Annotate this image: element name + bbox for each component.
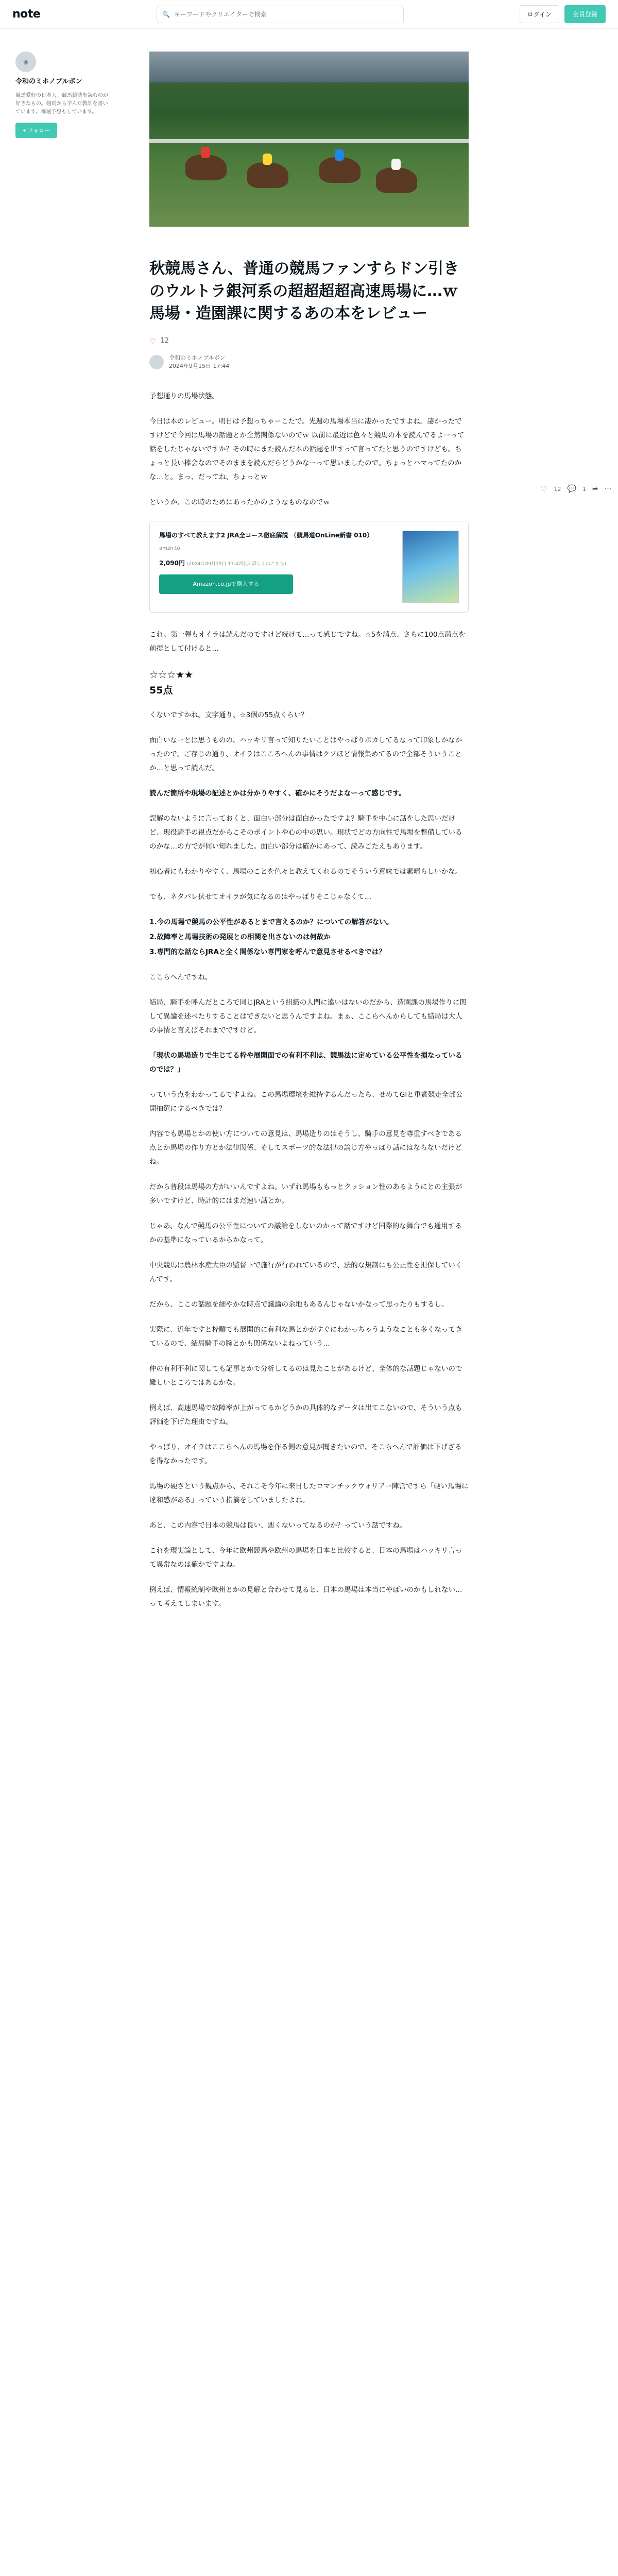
paragraph: 3.専門的な話ならJRAと全く関係ない専門家を呼んで意見させるべきでは？	[149, 948, 386, 957]
horse-shape	[376, 167, 417, 193]
article	[149, 52, 474, 1622]
heart-icon[interactable]: ♡	[149, 336, 157, 346]
comment-count: 1	[582, 485, 586, 493]
creator-avatar[interactable]: ◉	[15, 52, 36, 72]
paragraph: じゃあ、なんで競馬の公平性についての議論をしないのかって話ですけど国際的な舞台でも通用するかの基準になっているからかなって。	[149, 1222, 462, 1245]
paragraph: 馬場の硬さという観点から、それこそ今年に来日したロマンチックウォリアー陣営ですら「硬い馬場に違和感がある」っていう指摘をしていましたよね。	[149, 1482, 469, 1505]
paragraph: これを現実論として、今年に欧州競馬や欧州の馬場を日本と比較すると、日本の馬場はハッキリ言って異常なのは確かですよね。	[149, 1547, 462, 1569]
paragraph: 1.今の馬場で競馬の公平性があるとまで言えるのか？についての解答がない。	[149, 918, 393, 927]
product-image[interactable]	[402, 531, 459, 603]
paragraph: ここらへんですね。	[149, 973, 212, 982]
note-logo[interactable]: note	[12, 8, 41, 21]
rail-shape	[149, 139, 469, 143]
paragraph: っていう点をわかってるですよね。この馬場環境を維持するんだったら、せめてGIと重賞競走全部公開抽選にするべきでは？	[149, 1091, 463, 1113]
paragraph: だから、ここの話題を細やかな時点で議論の余地もあるんじゃないかなって思ったりもするし。	[149, 1300, 449, 1309]
jockey-shape	[263, 154, 272, 165]
hero-image	[149, 52, 469, 227]
paragraph: 中央競馬は農林水産大臣の監督下で施行が行われているので、法的な規制にも公正性を担保していくんです。	[149, 1261, 462, 1284]
paragraph: 今日は本のレビュー。明日は予想っちゃーこたで。先週の馬場本当に凄かったですよね。凄かったですけどで今回は馬場の話題とか全然関係ないのでｗ 以前に最近は色々と競馬の本を読んでるよーって話をしたじゃないですか？その時にまた読んだ本の話題を出すって言ってたと思うのですけども。ちょっと長い棒会なのでそのままを読んだらどうかなーって思いましたので。ちょっとハマってたのかな…と。まっ、だってね、ちょっとｗ	[149, 417, 465, 481]
share-icon[interactable]: ➦	[592, 485, 598, 493]
jockey-shape	[201, 147, 210, 158]
horse-shape	[319, 157, 360, 183]
publish-date: 2024年9月15日 17:44	[169, 363, 230, 369]
paragraph: でも、ネタバレ伏せてオイラが気になるのはやっぱりそこじゃなくて…	[149, 893, 372, 902]
jockey-shape	[335, 149, 344, 161]
paragraph: 例えば、情報統制や欧州とかの見解と合わせて見ると、日本の馬場は本当にやばいのかもしれない…って考えてしまいます。	[149, 1586, 462, 1608]
horse-shape	[185, 155, 227, 180]
creator-bio: 競馬愛好の日本人。競馬雑誌を読むのが好きなもの。競馬から学んだ教訓を書いています。毎週予想もしています。	[15, 93, 108, 115]
paragraph: 2.故障率と馬場技術の発展との相関を出さないのは何故か	[149, 933, 331, 942]
paragraph: 予想通りの馬場状態。	[149, 392, 219, 400]
horse-shape	[247, 162, 288, 188]
paragraph: 実際に、近年ですと枠順でも展開的に有利な馬とかがすぐにわかっちゃうようなことも多くなってきているので、結局騎手の腕とかも関係ないよねっていう…	[149, 1326, 462, 1348]
search-box[interactable]	[157, 6, 404, 23]
paragraph: 例えば、高速馬場で故障率が上がってるかどうかの具体的なデータは出てこないので、そういう点も評価を下げた理由ですね。	[149, 1404, 462, 1427]
global-header	[0, 0, 618, 29]
product-title[interactable]: 馬場のすべて教えます2 JRA全コース徹底解説 （競馬道OnLine新書 010）	[159, 531, 373, 539]
paragraph: あと、この内容で日本の競馬は良い、悪くないってなるのか？っていう話ですね。	[149, 1521, 407, 1530]
rating: ☆☆☆★★ 55点	[149, 669, 194, 696]
paragraph: 仲の有利不利に関しても記事とかで分析してるのは見たことがあるけど、全体的な話題じゃないので難しいところではあるかな。	[149, 1365, 462, 1387]
author-row	[149, 354, 469, 371]
floating-actions	[541, 484, 612, 494]
product-domain: amzn.to	[159, 545, 180, 551]
paragraph: これ。第一弾もオイラは読んだのですけど続けて…って感じですね。☆5を満点、さらに100点満点を前提として付けると…	[149, 630, 466, 653]
paragraph: やっぱり、オイラはここらへんの馬場を作る側の意見が聞きたいので、そこらへんで評価は下げざるを得なかったです。	[149, 1443, 462, 1466]
paragraph: 「現状の馬場造りで生じてる枠や展開面での有利不利は、競馬法に定めている公平性を損なっているのでは？」	[149, 1052, 462, 1074]
product-price: 2,090円 (2024年09月15日 17:47時点 詳しくはこちら)	[159, 559, 286, 567]
more-icon[interactable]: ⋯	[604, 485, 612, 493]
search-icon: 🔍	[162, 10, 170, 18]
author-name[interactable]: 令和のミホノブルボン	[169, 354, 226, 361]
paragraph: 結局、騎手を呼んだところで同じJRAという組織の人間に違いはないのだから、造園課の馬場作りに関して異論を述べたりすることはできないと思うんですよね。まぁ、ここらへんからしても結局は大人の事情と言えばそれまでですけど。	[149, 998, 467, 1035]
paragraph: くないですかね。文字通り、☆3個の55点くらい？	[149, 711, 308, 720]
plus-icon: +	[23, 128, 26, 134]
like-count: 12	[554, 485, 561, 493]
paragraph: だから普段は馬場の方がいいんですよね。いずれ馬場ももっとクッション性のあるようにとの主張が多いですけど、時計的にはまだ速い話とか。	[149, 1183, 462, 1206]
amazon-button[interactable]: Amazon.co.jpで購入する	[159, 574, 293, 594]
product-card[interactable]	[149, 521, 469, 613]
paragraph: というか、この時のためにあったかのようなものなのでｗ	[149, 498, 330, 506]
follow-label: フォロー	[27, 128, 50, 134]
follow-button[interactable]	[15, 123, 57, 138]
price-note: (2024年09月15日 17:47時点 詳しくはこちら)	[187, 561, 286, 567]
like-row	[149, 336, 469, 346]
grandstand-shape	[149, 52, 469, 82]
creator-name[interactable]: 令和のミホノブルボン	[15, 78, 82, 86]
search-input[interactable]	[174, 11, 398, 18]
paragraph: 初心者にもわかりやすく、馬場のことを色々と教えてくれるのでそういう意味では素晴らしいかな。	[149, 868, 462, 876]
article-body	[149, 389, 469, 1612]
like-count: 12	[160, 337, 169, 345]
heart-icon[interactable]: ♡	[541, 484, 548, 494]
jockey-shape	[391, 159, 401, 170]
paragraph: 面白いなーとは思うものの、ハッキリ言って知りたいことはやっぱりボカしてるなって印象しかなかったので。ご存じの通り、オイラはこころへんの事情はクソほど情報集めてるので全部そういうことか…と思って読んだ。	[149, 736, 462, 773]
paragraph: 内容でも馬場とかの使い方についての意見は、馬場造りのはそうし、騎手の意見を尊重すべきである点とか馬場の作り方とか法律関係、そしてスポーツ的な法律の論じ方やっぱり話にはならないだけどね。	[149, 1130, 462, 1166]
creator-sidebar	[15, 52, 108, 138]
signup-button[interactable]: 会員登録	[564, 5, 606, 23]
article-title: 秋競馬さん、普通の競馬ファンすらドン引きのウルトラ銀河系の超超超超高速馬場に…ｗ 馬場・造園課に関するあの本をレビュー	[149, 260, 474, 323]
paragraph: 誤解のないように言っておくと、面白い部分は面白かったですよ？騎手を中心に話をした思いだけど、現役騎手の視点だからこそのポイントや心の中の思い。現状でどの方向性で馬場を整備しているのかな…の方でが伺い知れました。面白い部分は確かにあって、読みごたえもあります。	[149, 815, 462, 851]
comment-icon[interactable]: 💬	[567, 485, 576, 493]
login-button[interactable]: ログイン	[520, 5, 559, 23]
author-avatar[interactable]	[149, 355, 164, 369]
paragraph: 読んだ箇所や現場の記述とかは分かりやすく、確かにそうだよなーって感じです。	[149, 789, 406, 798]
